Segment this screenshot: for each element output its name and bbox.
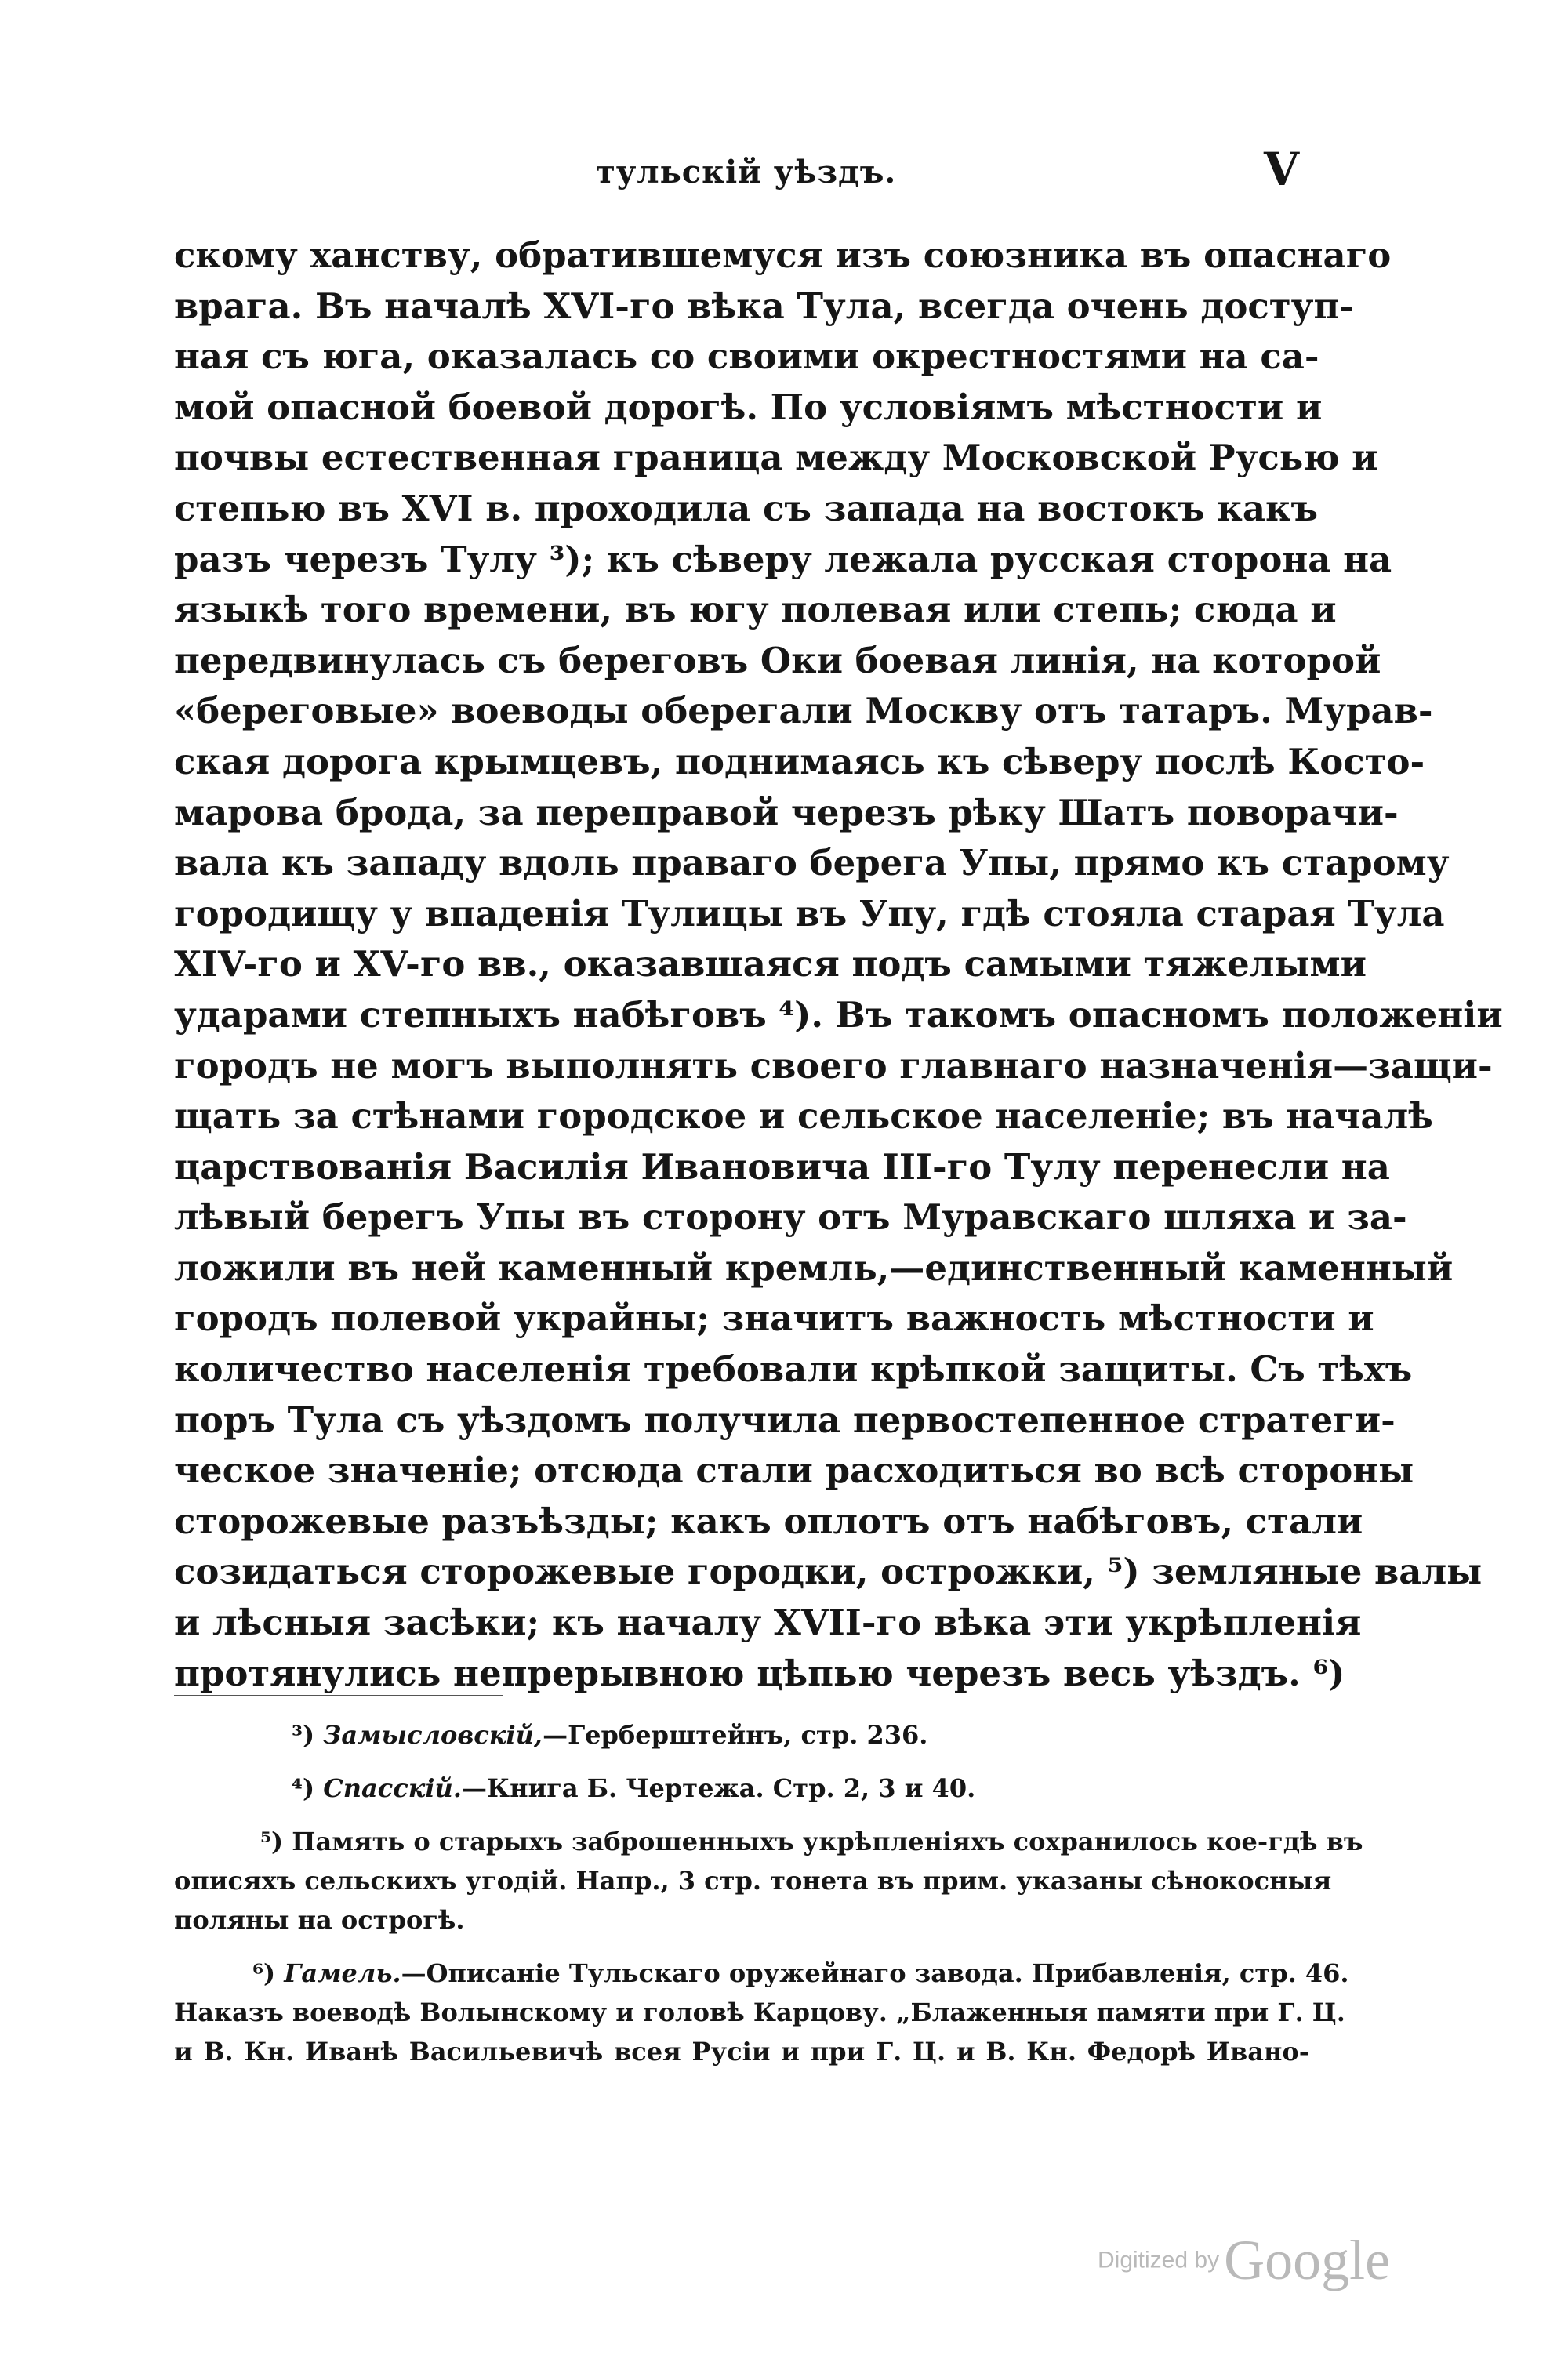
text-line: созидаться сторожевые городки, острожки, ⁵) земляные валы — [174, 1551, 1483, 1593]
text-line: передвинулась съ береговъ Оки боевая линія, на которой — [174, 639, 1381, 681]
text-line: городищу у впаденія Тулицы въ Упу, гдѣ стояла старая Тула — [174, 892, 1445, 934]
text-line: разъ черезъ Тулу ³); къ сѣверу лежала русская сторона на — [174, 538, 1392, 580]
text-line: царствованія Василія Ивановича III-го Тулу перенесли на — [174, 1145, 1390, 1188]
text-line: сторожевые разъѣзды; какъ оплотъ отъ набѣговъ, стали — [174, 1500, 1363, 1542]
text-line: XIV-го и XV-го вв., оказавшаяся подъ самыми тяжелыми — [174, 943, 1367, 985]
text-line: ударами степныхъ набѣговъ ⁴). Въ такомъ опасномъ положеніи — [174, 993, 1503, 1036]
main-text — [174, 230, 1503, 1699]
text-line: врага. Въ началѣ XVI-го вѣка Тула, всегда очень доступ- — [174, 285, 1355, 327]
digitized-by-google-watermark — [1098, 2228, 1390, 2293]
footnote-author: Спасскій. — [323, 1773, 462, 1803]
text-line: «береговые» воеводы оберегали Москву отъ татаръ. Мурав- — [174, 690, 1433, 732]
footnote-text: —Книга Б. Чертежа. Стр. 2, 3 и 40. — [461, 1773, 976, 1803]
footnotes — [174, 1715, 1363, 2071]
text-line: почвы естественная граница между Московской Русью и — [174, 437, 1378, 479]
footnote-marker: ⁶) — [252, 1958, 276, 1988]
text-line: протянулись непрерывною цѣпью черезъ весь уѣздъ. ⁶) — [174, 1652, 1345, 1694]
footnote-text: Память о старыхъ заброшенныхъ укрѣпленіяхъ сохранилось кое-гдѣ въ — [292, 1827, 1363, 1856]
text-line: ческое значеніе; отсюда стали расходиться во всѣ стороны — [174, 1450, 1414, 1492]
text-line: и лѣсныя засѣки; къ началу XVII-го вѣка эти укрѣпленія — [174, 1602, 1362, 1644]
text-line: марова брода, за переправой черезъ рѣку Шатъ поворачи- — [174, 791, 1399, 833]
footnote-author: Замысловскій, — [323, 1720, 543, 1750]
footnote-marker: ⁵) — [260, 1827, 284, 1856]
footnote-rule — [174, 1695, 503, 1696]
text-line: лѣвый берегъ Упы въ сторону отъ Муравскаго шляха и за- — [174, 1196, 1407, 1239]
text-line: скому ханству, обратившемуся изъ союзника въ опаснаго — [174, 234, 1392, 276]
text-line: ная съ юга, оказалась со своими окрестностями на са- — [174, 336, 1319, 378]
google-logo: Google — [1224, 2229, 1391, 2291]
footnote-marker: ⁴) — [292, 1773, 315, 1803]
text-line: городъ полевой украйны; значитъ важность мѣстности и — [174, 1297, 1374, 1340]
footnote-marker: ³) — [292, 1720, 315, 1750]
footnote-5-line-1 — [174, 1822, 1363, 1861]
watermark-prefix: Digitized by — [1098, 2247, 1220, 2273]
footnote-6-line-1 — [174, 1954, 1349, 1993]
text-line: количество населенія требовали крѣпкой защиты. Съ тѣхъ — [174, 1348, 1413, 1391]
text-line: щать за стѣнами городское и сельское населеніе; въ началѣ — [174, 1095, 1433, 1138]
text-line: языкѣ того времени, въ югу полевая или степь; сюда и — [174, 589, 1337, 631]
footnote-5-line-3: поляны на острогѣ. — [174, 1905, 465, 1935]
footnote-text: —Описаніе Тульскаго оружейнаго завода. Прибавленія, стр. 46. — [401, 1958, 1349, 1988]
page-number: V — [1264, 143, 1300, 196]
footnote-author: Гамель. — [284, 1958, 401, 1988]
text-line: степью въ XVI в. проходила съ запада на востокъ какъ — [174, 487, 1319, 529]
text-line: ложили въ ней каменный кремль,—единственный каменный — [174, 1246, 1454, 1289]
text-line: ская дорога крымцевъ, поднимаясь къ сѣверу послѣ Косто- — [174, 740, 1425, 782]
footnote-4 — [174, 1769, 1309, 1808]
footnote-3 — [174, 1715, 1309, 1754]
text-line: городъ не могъ выполнять своего главнаго назначенія—защи- — [174, 1044, 1493, 1087]
text-line: поръ Тула съ уѣздомъ получила первостепенное стратеги- — [174, 1399, 1396, 1441]
footnote-5-line-2: описяхъ сельскихъ угодій. Напр., 3 стр. тонета въ прим. указаны сѣнокосныя — [174, 1866, 1332, 1896]
footnote-6-line-3: и В. Кн. Иванѣ Васильевичѣ всея Русіи и при Г. Ц. и В. Кн. Федорѣ Ивано- — [174, 2037, 1309, 2067]
text-line: мой опасной боевой дорогѣ. По условіямъ мѣстности и — [174, 386, 1323, 428]
footnote-6-line-2: Наказъ воеводѣ Волынскому и головѣ Карцову. „Блаженныя памяти при Г. Ц. — [174, 1998, 1345, 2027]
running-head: тульскій уѣздъ. — [596, 154, 897, 191]
footnote-text: —Герберштейнъ, стр. 236. — [543, 1720, 928, 1750]
text-line: вала къ западу вдоль праваго берега Упы, прямо къ старому — [174, 842, 1450, 884]
